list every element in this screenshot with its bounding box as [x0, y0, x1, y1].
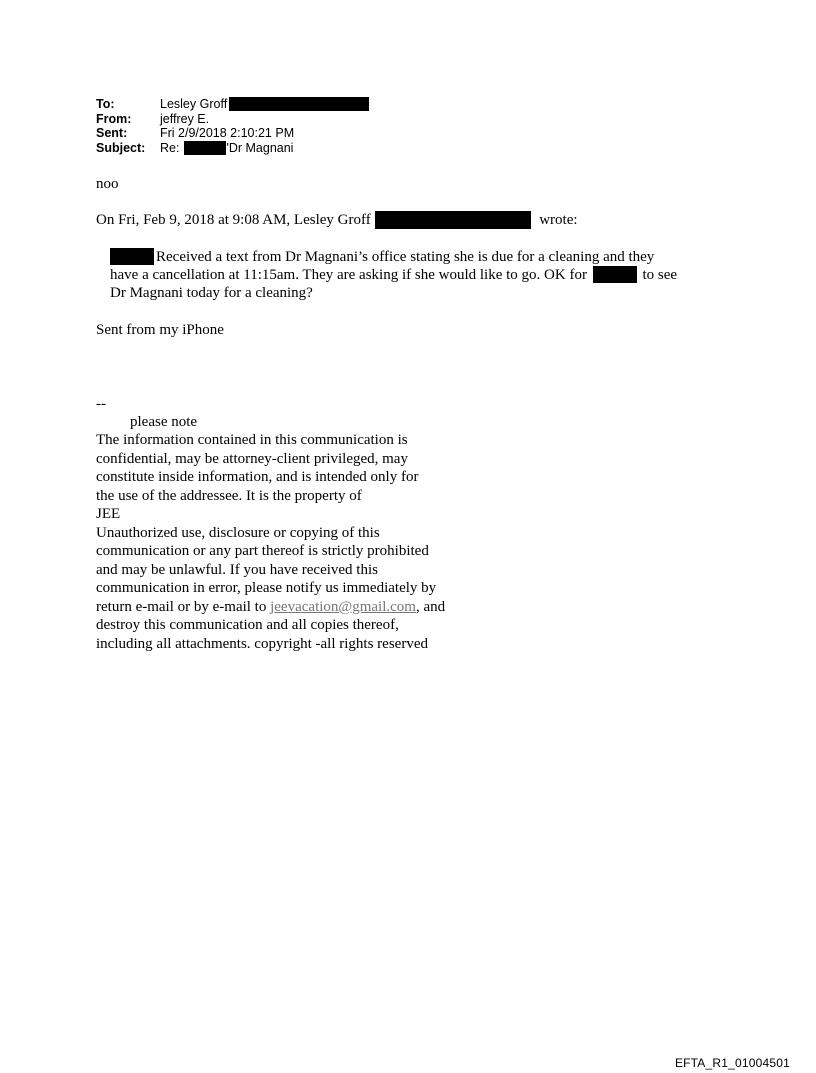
- redaction-block: [229, 97, 369, 111]
- disclaimer-line: communication or any part thereof is strictly prohibited: [96, 543, 429, 559]
- disclaimer-line-after: , and: [415, 598, 446, 615]
- disclaimer-line: including all attachments. copyright -all rights reserved: [96, 635, 428, 652]
- to-label: To:: [96, 97, 115, 111]
- quote-intro-before: On Fri, Feb 9, 2018 at 9:08 AM, Lesley Groff: [96, 212, 371, 228]
- disclaimer-line: The information contained in this communication is: [96, 432, 408, 448]
- disclaimer-line: Unauthorized use, disclosure or copying of this: [96, 524, 380, 541]
- disclaimer-line-email: [96, 598, 445, 616]
- quoted-line-2: [110, 266, 677, 284]
- email-link[interactable]: jeevacation@gmail.com: [270, 598, 416, 615]
- from-value: jeffrey E.: [160, 111, 210, 126]
- reply-text: noo: [96, 176, 119, 192]
- disclaimer-line: JEE: [96, 506, 121, 522]
- subject-label: Subject:: [96, 140, 146, 155]
- disclaimer-line: communication in error, please notify us immediately by: [96, 580, 437, 596]
- sent-value: Fri 2/9/2018 2:10:21 PM: [160, 126, 295, 140]
- quoted-line-1: [110, 248, 654, 266]
- quoted-line-2-after: to see: [642, 267, 678, 283]
- subject-suffix: 'Dr Magnani: [226, 140, 294, 155]
- redaction-block: [184, 141, 226, 155]
- disclaimer-note: please note: [130, 414, 198, 430]
- quoted-line-3: Dr Magnani today for a cleaning?: [110, 285, 313, 301]
- disclaimer-line: the use of the addressee. It is the property of: [96, 487, 362, 504]
- document-id: EFTA_R1_01004501: [674, 1056, 790, 1070]
- redaction-block: [110, 248, 154, 265]
- disclaimer-line: and may be unlawful. If you have received this: [96, 561, 378, 578]
- quoted-line-2-before: have a cancellation at 11:15am. They are asking if she would like to go. OK for: [110, 267, 587, 283]
- signature: Sent from my iPhone: [96, 322, 224, 338]
- from-row: [96, 112, 369, 127]
- disclaimer-line: destroy this communication and all copies thereof,: [96, 617, 399, 633]
- email-header: [96, 97, 369, 155]
- from-label: From:: [96, 111, 132, 126]
- disclaimer-line: constitute inside information, and is intended only for: [96, 469, 419, 485]
- redaction-block: [593, 266, 637, 283]
- quote-intro: [96, 211, 578, 229]
- disclaimer-dashes: --: [96, 396, 106, 412]
- disclaimer-line-before: return e-mail or by e-mail to: [96, 598, 267, 615]
- disclaimer-line: confidential, may be attorney-client privileged, may: [96, 450, 408, 467]
- redaction-block: [375, 211, 531, 229]
- quoted-line-1-text: Received a text from Dr Magnani’s office stating she is due for a cleaning and they: [156, 249, 655, 265]
- to-value: Lesley Groff: [160, 97, 228, 111]
- subject-prefix: Re:: [160, 140, 180, 155]
- sent-row: [96, 126, 369, 141]
- subject-row: [96, 141, 369, 156]
- to-row: [96, 97, 369, 112]
- quote-intro-after: wrote:: [539, 212, 578, 228]
- sent-label: Sent:: [96, 126, 128, 140]
